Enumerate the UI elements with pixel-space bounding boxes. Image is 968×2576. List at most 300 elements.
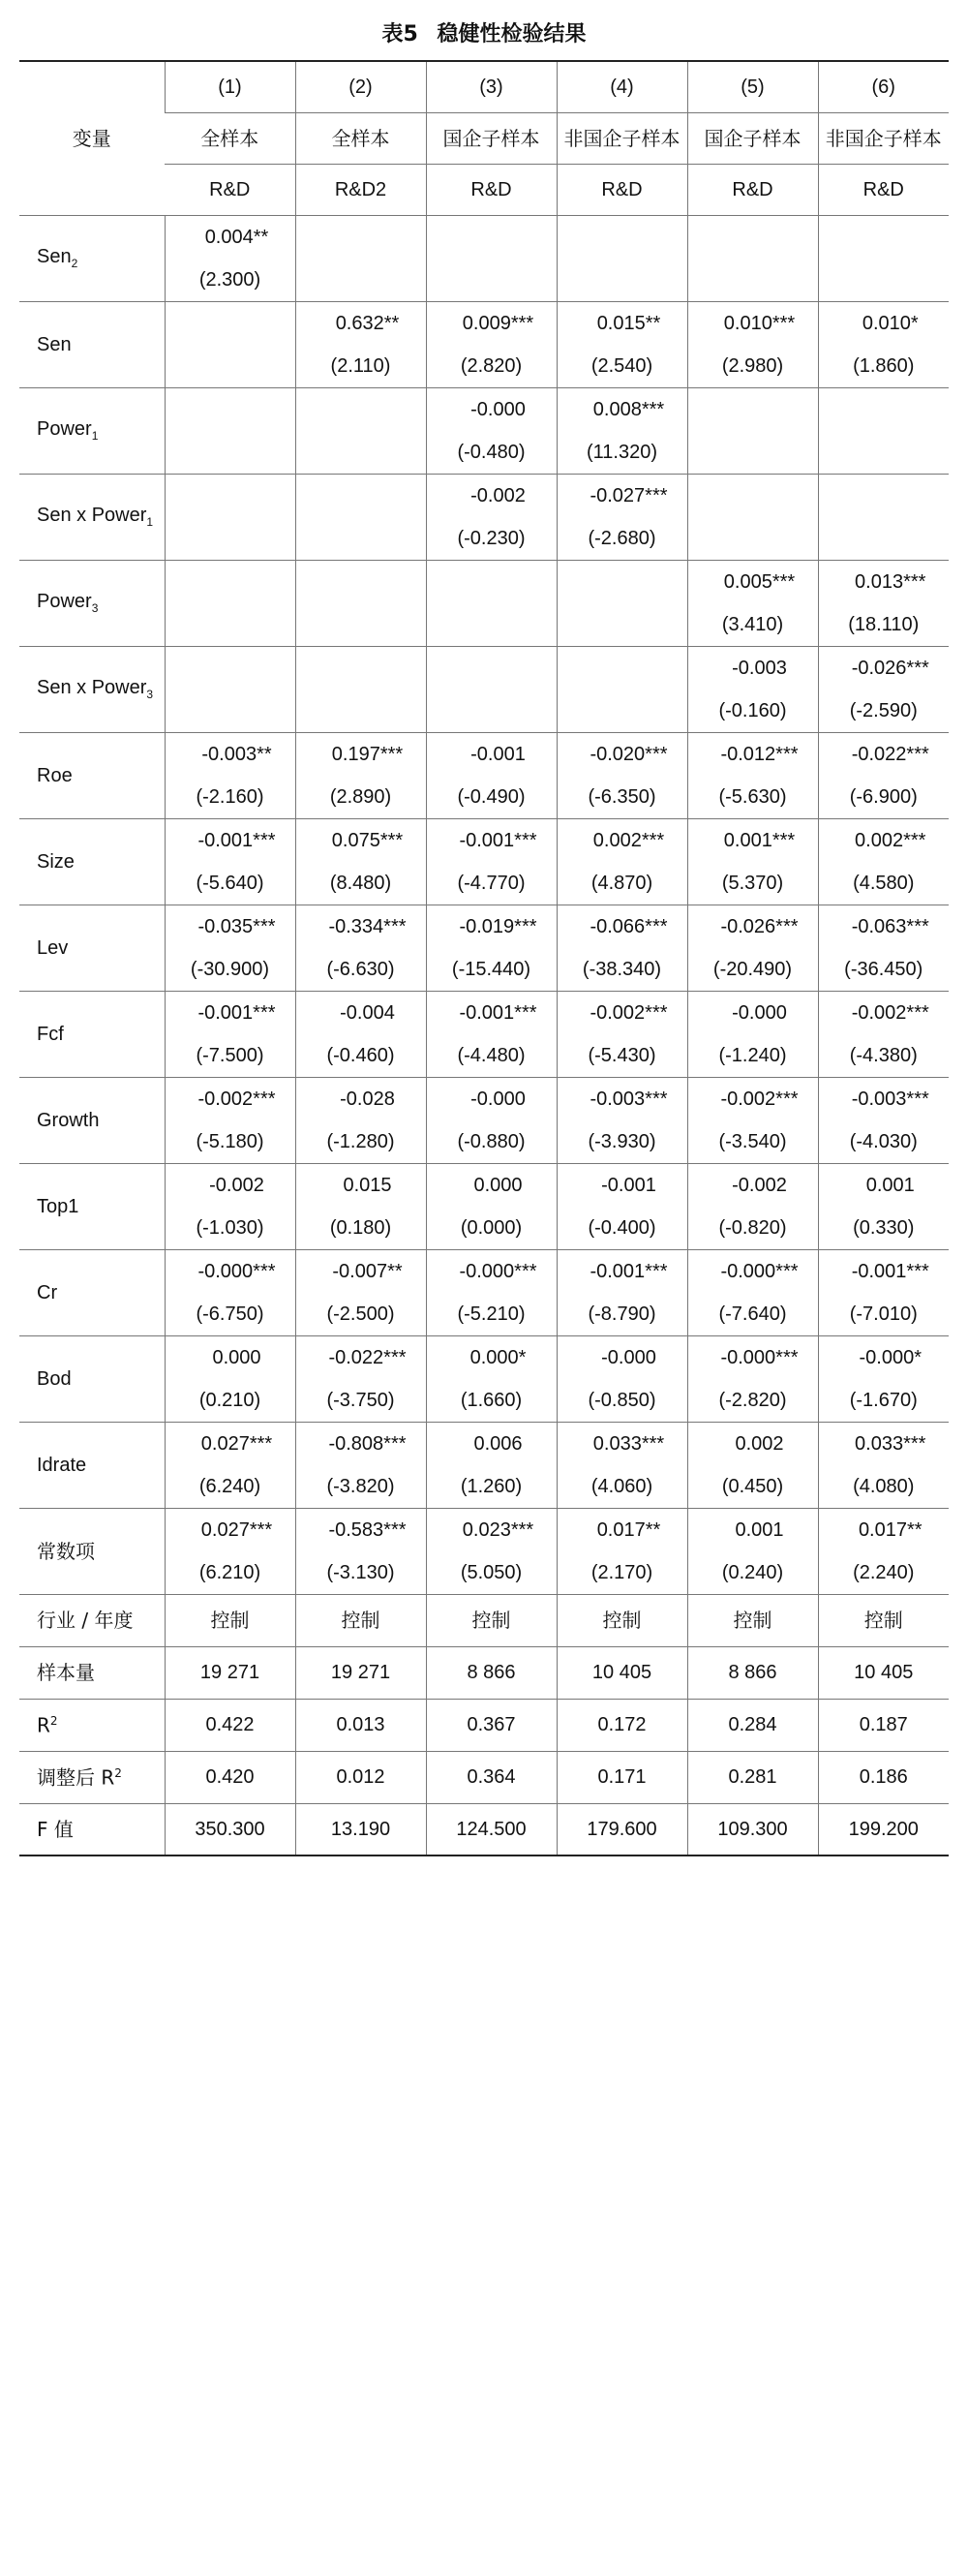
estimate-cell	[557, 215, 687, 301]
coefficient: -0.026***	[720, 915, 799, 937]
estimate-stack	[166, 905, 295, 991]
coefficient: -0.002***	[590, 1001, 668, 1024]
estimate-stack	[558, 1078, 687, 1163]
t-statistic: (8.480)	[329, 872, 392, 894]
estimate-stack	[688, 1250, 818, 1335]
coefficient: -0.003**	[201, 743, 272, 765]
variable-row	[19, 1077, 949, 1163]
variable-row	[19, 474, 949, 560]
dependent-variable: R&D	[687, 164, 818, 215]
t-statistic: (18.110)	[848, 613, 920, 635]
estimate-cell	[687, 474, 818, 560]
estimate-cell	[818, 1422, 949, 1508]
variable-name-cell	[19, 1163, 165, 1249]
estimate-stack	[296, 905, 426, 991]
estimate-cell	[295, 560, 426, 646]
statistic-value: 10 405	[557, 1646, 687, 1699]
t-statistic: (-2.500)	[326, 1303, 395, 1325]
t-statistic: (4.060)	[590, 1475, 653, 1497]
estimate-stack	[819, 992, 950, 1077]
t-statistic: (-20.490)	[712, 958, 793, 980]
estimate-cell	[818, 560, 949, 646]
estimate-stack	[427, 1423, 557, 1508]
estimate-cell	[818, 818, 949, 905]
coefficient: 0.033***	[592, 1432, 665, 1455]
estimate-stack	[819, 1078, 950, 1163]
estimate-cell	[426, 1508, 557, 1594]
t-statistic: (-4.770)	[457, 872, 526, 894]
estimate-stack	[296, 819, 426, 905]
coefficient: 0.001***	[723, 829, 796, 851]
estimate-stack	[688, 1423, 818, 1508]
statistic-row	[19, 1646, 949, 1699]
coefficient: -0.022***	[851, 743, 929, 765]
estimate-cell	[295, 1077, 426, 1163]
statistic-value: 179.600	[557, 1803, 687, 1855]
statistic-name: 样本量	[37, 1661, 95, 1684]
estimate-cell	[165, 474, 295, 560]
sample-label: 非国企子样本	[557, 112, 687, 164]
variable-name: Bod	[37, 1367, 72, 1390]
estimate-cell	[818, 301, 949, 387]
statistic-row	[19, 1803, 949, 1855]
estimate-stack	[427, 1250, 557, 1335]
dependent-variable: R&D	[165, 164, 295, 215]
t-statistic: (6.210)	[198, 1561, 261, 1583]
estimate-cell	[426, 215, 557, 301]
estimate-cell	[687, 818, 818, 905]
variable-name: Power	[37, 418, 92, 440]
estimate-stack	[688, 302, 818, 387]
estimate-cell	[165, 818, 295, 905]
estimate-cell	[295, 1508, 426, 1594]
coefficient: -0.002***	[197, 1088, 276, 1110]
dependent-variable: R&D	[818, 164, 949, 215]
estimate-cell	[426, 646, 557, 732]
estimate-stack	[688, 1078, 818, 1163]
estimate-stack	[166, 216, 295, 301]
coefficient: 0.015**	[596, 312, 661, 334]
estimate-stack	[427, 733, 557, 818]
estimate-cell	[687, 1077, 818, 1163]
estimate-cell	[165, 387, 295, 474]
estimate-stack	[296, 1423, 426, 1508]
variable-row	[19, 1249, 949, 1335]
t-statistic: (4.080)	[853, 1475, 915, 1497]
t-statistic: (-3.930)	[588, 1130, 656, 1152]
estimate-stack	[819, 905, 950, 991]
estimate-cell	[557, 560, 687, 646]
statistic-value: 控制	[818, 1594, 949, 1646]
estimate-stack	[688, 561, 818, 646]
coefficient: -0.001***	[851, 1260, 929, 1282]
estimate-stack	[166, 1336, 295, 1422]
t-statistic: (-3.540)	[718, 1130, 787, 1152]
t-statistic: (5.050)	[460, 1561, 523, 1583]
estimate-cell	[165, 732, 295, 818]
coefficient: -0.808***	[328, 1432, 407, 1455]
statistic-value: 13.190	[295, 1803, 426, 1855]
estimate-cell	[818, 905, 949, 991]
statistic-name: 行业 / 年度	[37, 1609, 134, 1632]
variable-name: Sen x Power	[37, 677, 147, 698]
coefficient: -0.007**	[332, 1260, 403, 1282]
variable-row	[19, 560, 949, 646]
estimate-stack	[819, 819, 950, 905]
estimate-cell	[165, 1422, 295, 1508]
statistic-name: R	[37, 1713, 50, 1737]
estimate-stack	[427, 992, 557, 1077]
coefficient: -0.035***	[197, 915, 276, 937]
estimate-stack	[819, 1423, 950, 1508]
variable-row	[19, 301, 949, 387]
coefficient: 0.002	[735, 1432, 784, 1455]
estimate-cell	[165, 560, 295, 646]
variable-subscript: 1	[91, 429, 99, 443]
t-statistic: (-36.450)	[844, 958, 923, 980]
coefficient: -0.028	[340, 1088, 395, 1110]
variable-header: 变量	[19, 61, 165, 215]
coefficient: 0.027***	[200, 1432, 273, 1455]
statistic-value: 控制	[165, 1594, 295, 1646]
coefficient: -0.004	[340, 1001, 395, 1024]
estimate-stack	[166, 1164, 295, 1249]
estimate-stack	[819, 1250, 950, 1335]
estimate-cell	[295, 215, 426, 301]
coefficient: -0.026***	[851, 657, 929, 679]
coefficient: 0.008***	[592, 398, 665, 420]
estimate-stack	[427, 475, 557, 560]
coefficient: 0.002***	[855, 829, 926, 851]
estimate-cell	[687, 1422, 818, 1508]
coefficient: -0.000***	[720, 1346, 799, 1368]
statistic-value: 0.422	[165, 1699, 295, 1751]
statistic-value: 8 866	[687, 1646, 818, 1699]
estimate-cell	[557, 1508, 687, 1594]
sample-label: 非国企子样本	[818, 112, 949, 164]
coefficient: 0.197***	[331, 743, 404, 765]
coefficient: 0.017**	[596, 1518, 661, 1541]
t-statistic: (-4.030)	[849, 1130, 918, 1152]
t-statistic: (-7.500)	[196, 1044, 264, 1066]
estimate-cell	[557, 301, 687, 387]
variable-subscript: 2	[71, 257, 78, 270]
statistic-value: 0.364	[426, 1751, 557, 1803]
estimate-cell	[687, 646, 818, 732]
estimate-stack	[819, 561, 950, 646]
estimate-cell	[818, 1335, 949, 1422]
variable-name-cell	[19, 1422, 165, 1508]
coefficient: 0.023***	[462, 1518, 534, 1541]
estimate-cell	[165, 905, 295, 991]
coefficient: -0.000***	[459, 1260, 537, 1282]
dependent-variable: R&D	[426, 164, 557, 215]
estimate-cell	[557, 732, 687, 818]
variable-subscript: 3	[91, 601, 99, 615]
t-statistic: (-2.680)	[588, 527, 656, 549]
estimate-stack	[558, 905, 687, 991]
coefficient: 0.033***	[855, 1432, 926, 1455]
estimate-cell	[557, 991, 687, 1077]
t-statistic: (-3.750)	[326, 1389, 395, 1411]
t-statistic: (-1.030)	[196, 1216, 264, 1239]
estimate-cell	[818, 732, 949, 818]
statistic-value: 0.367	[426, 1699, 557, 1751]
variable-name-cell	[19, 387, 165, 474]
estimate-cell	[426, 1163, 557, 1249]
coefficient: -0.019***	[459, 915, 537, 937]
estimate-cell	[818, 1249, 949, 1335]
variable-name-cell	[19, 301, 165, 387]
estimate-cell	[426, 474, 557, 560]
coefficient: 0.009***	[462, 312, 534, 334]
variable-name: Sen	[37, 333, 72, 355]
variable-name: Power	[37, 591, 92, 612]
estimate-stack	[688, 1336, 818, 1422]
estimate-stack	[558, 1164, 687, 1249]
variable-name-cell	[19, 474, 165, 560]
t-statistic: (-5.430)	[588, 1044, 656, 1066]
estimate-cell	[557, 1422, 687, 1508]
variable-name-cell	[19, 560, 165, 646]
estimate-cell	[818, 474, 949, 560]
estimate-cell	[557, 1335, 687, 1422]
t-statistic: (-6.630)	[326, 958, 395, 980]
estimate-cell	[687, 1508, 818, 1594]
variable-row	[19, 1422, 949, 1508]
statistic-name-cell	[19, 1594, 165, 1646]
estimate-cell	[295, 474, 426, 560]
estimate-cell	[818, 646, 949, 732]
variable-row	[19, 991, 949, 1077]
statistic-value: 19 271	[165, 1646, 295, 1699]
estimate-cell	[165, 1508, 295, 1594]
estimate-cell	[818, 215, 949, 301]
estimate-stack	[166, 819, 295, 905]
dependent-variable: R&D2	[295, 164, 426, 215]
estimate-stack	[296, 1164, 426, 1249]
estimate-cell	[687, 905, 818, 991]
coefficient: -0.001***	[590, 1260, 668, 1282]
statistic-value: 0.012	[295, 1751, 426, 1803]
estimate-stack	[819, 1509, 950, 1594]
coefficient: -0.027***	[590, 484, 668, 506]
estimate-stack	[819, 1336, 950, 1422]
t-statistic: (4.870)	[590, 872, 653, 894]
variable-name-cell	[19, 215, 165, 301]
variable-name: Growth	[37, 1109, 100, 1131]
t-statistic: (4.580)	[853, 872, 915, 894]
variable-name-cell	[19, 1335, 165, 1422]
statistic-value: 0.187	[818, 1699, 949, 1751]
t-statistic: (-0.850)	[588, 1389, 656, 1411]
statistic-name-cell	[19, 1646, 165, 1699]
column-number: (5)	[687, 61, 818, 112]
statistic-value: 控制	[557, 1594, 687, 1646]
estimate-stack	[166, 1423, 295, 1508]
t-statistic: (-5.210)	[457, 1303, 526, 1325]
table-caption	[0, 17, 968, 47]
coefficient: 0.027***	[200, 1518, 273, 1541]
t-statistic: (2.300)	[198, 268, 261, 291]
statistic-value: 控制	[426, 1594, 557, 1646]
t-statistic: (-1.670)	[849, 1389, 918, 1411]
variable-name-cell	[19, 1077, 165, 1163]
coefficient: -0.002	[209, 1174, 264, 1196]
coefficient: 0.000	[473, 1174, 523, 1196]
t-statistic: (-1.240)	[718, 1044, 787, 1066]
t-statistic: (-0.490)	[457, 785, 526, 808]
estimate-stack	[558, 1509, 687, 1594]
coefficient: 0.001	[865, 1174, 915, 1196]
t-statistic: (-4.480)	[457, 1044, 526, 1066]
column-number: (6)	[818, 61, 949, 112]
variable-name-cell	[19, 732, 165, 818]
estimate-cell	[295, 1335, 426, 1422]
t-statistic: (2.170)	[590, 1561, 653, 1583]
variable-row	[19, 646, 949, 732]
coefficient: -0.003***	[851, 1088, 929, 1110]
estimate-cell	[295, 1422, 426, 1508]
estimate-stack	[558, 819, 687, 905]
estimate-cell	[426, 560, 557, 646]
variable-row	[19, 818, 949, 905]
variable-name: Roe	[37, 764, 73, 786]
statistic-superscript: 2	[49, 1713, 58, 1728]
t-statistic: (2.890)	[329, 785, 392, 808]
t-statistic: (0.240)	[721, 1561, 784, 1583]
estimate-cell	[426, 818, 557, 905]
t-statistic: (-8.790)	[588, 1303, 656, 1325]
estimate-cell	[687, 1335, 818, 1422]
coefficient: -0.003***	[590, 1088, 668, 1110]
estimate-stack	[166, 1250, 295, 1335]
estimate-stack	[688, 733, 818, 818]
estimate-cell	[426, 1335, 557, 1422]
estimate-cell	[295, 1163, 426, 1249]
variable-row	[19, 1335, 949, 1422]
table-title: 稳健性检验结果	[437, 22, 587, 46]
statistic-row	[19, 1751, 949, 1803]
estimate-stack	[166, 992, 295, 1077]
estimate-cell	[687, 560, 818, 646]
t-statistic: (0.180)	[329, 1216, 392, 1239]
estimate-cell	[165, 991, 295, 1077]
t-statistic: (-38.340)	[582, 958, 662, 980]
t-statistic: (-7.640)	[718, 1303, 787, 1325]
estimate-cell	[557, 646, 687, 732]
coefficient: -0.022***	[328, 1346, 407, 1368]
variable-name: Sen x Power	[37, 505, 147, 526]
estimate-cell	[426, 387, 557, 474]
estimate-stack	[558, 388, 687, 474]
coefficient: 0.006	[473, 1432, 523, 1455]
estimate-stack	[427, 1509, 557, 1594]
t-statistic: (-15.440)	[451, 958, 531, 980]
t-statistic: (-0.160)	[718, 699, 787, 721]
estimate-cell	[687, 215, 818, 301]
t-statistic: (0.210)	[198, 1389, 261, 1411]
estimate-stack	[688, 1509, 818, 1594]
sample-label: 全样本	[295, 112, 426, 164]
estimate-stack	[427, 1078, 557, 1163]
coefficient: 0.010***	[723, 312, 796, 334]
statistic-row	[19, 1699, 949, 1751]
variable-name-cell	[19, 991, 165, 1077]
estimate-cell	[295, 646, 426, 732]
variable-row	[19, 387, 949, 474]
estimate-stack	[558, 1423, 687, 1508]
estimate-stack	[296, 302, 426, 387]
estimate-cell	[295, 818, 426, 905]
t-statistic: (-5.630)	[718, 785, 787, 808]
variable-row	[19, 732, 949, 818]
t-statistic: (-1.280)	[326, 1130, 395, 1152]
t-statistic: (6.240)	[198, 1475, 261, 1497]
statistic-value: 0.171	[557, 1751, 687, 1803]
estimate-stack	[296, 1336, 426, 1422]
coefficient: -0.000	[470, 398, 526, 420]
coefficient: -0.003	[732, 657, 787, 679]
t-statistic: (-6.750)	[196, 1303, 264, 1325]
t-statistic: (-3.820)	[326, 1475, 395, 1497]
variable-subscript: 3	[146, 688, 154, 701]
estimate-cell	[557, 387, 687, 474]
t-statistic: (5.370)	[721, 872, 784, 894]
coefficient: -0.583***	[328, 1518, 407, 1541]
coefficient: -0.001***	[197, 1001, 276, 1024]
statistic-name: 调整后 R	[37, 1765, 115, 1790]
variable-name-cell	[19, 905, 165, 991]
estimate-stack	[427, 302, 557, 387]
estimate-stack	[688, 647, 818, 732]
estimate-stack	[296, 992, 426, 1077]
t-statistic: (1.260)	[460, 1475, 523, 1497]
statistic-value: 124.500	[426, 1803, 557, 1855]
estimate-cell	[426, 905, 557, 991]
coefficient: 0.017**	[858, 1518, 923, 1541]
variable-name-cell	[19, 646, 165, 732]
coefficient: -0.002***	[851, 1001, 929, 1024]
estimate-cell	[687, 1249, 818, 1335]
coefficient: -0.001***	[459, 829, 537, 851]
t-statistic: (1.860)	[853, 354, 915, 377]
variable-row	[19, 1163, 949, 1249]
estimate-stack	[296, 1250, 426, 1335]
variable-name: Cr	[37, 1281, 58, 1303]
variable-name: Sen	[37, 246, 72, 267]
estimate-cell	[557, 1163, 687, 1249]
estimate-cell	[687, 991, 818, 1077]
header-row	[19, 61, 949, 112]
estimate-stack	[688, 992, 818, 1077]
estimate-cell	[557, 818, 687, 905]
estimate-cell	[557, 1077, 687, 1163]
statistic-value: 控制	[295, 1594, 426, 1646]
coefficient: -0.002	[732, 1174, 787, 1196]
coefficient: -0.002***	[720, 1088, 799, 1110]
coefficient: 0.632**	[335, 312, 400, 334]
variable-name: Top1	[37, 1195, 79, 1217]
t-statistic: (-5.180)	[196, 1130, 264, 1152]
coefficient: -0.000	[601, 1346, 656, 1368]
table-number: 表5	[381, 22, 418, 46]
estimate-cell	[165, 1335, 295, 1422]
coefficient: 0.001	[735, 1518, 784, 1541]
statistic-value: 10 405	[818, 1646, 949, 1699]
t-statistic: (2.110)	[330, 354, 391, 377]
coefficient: -0.001***	[459, 1001, 537, 1024]
